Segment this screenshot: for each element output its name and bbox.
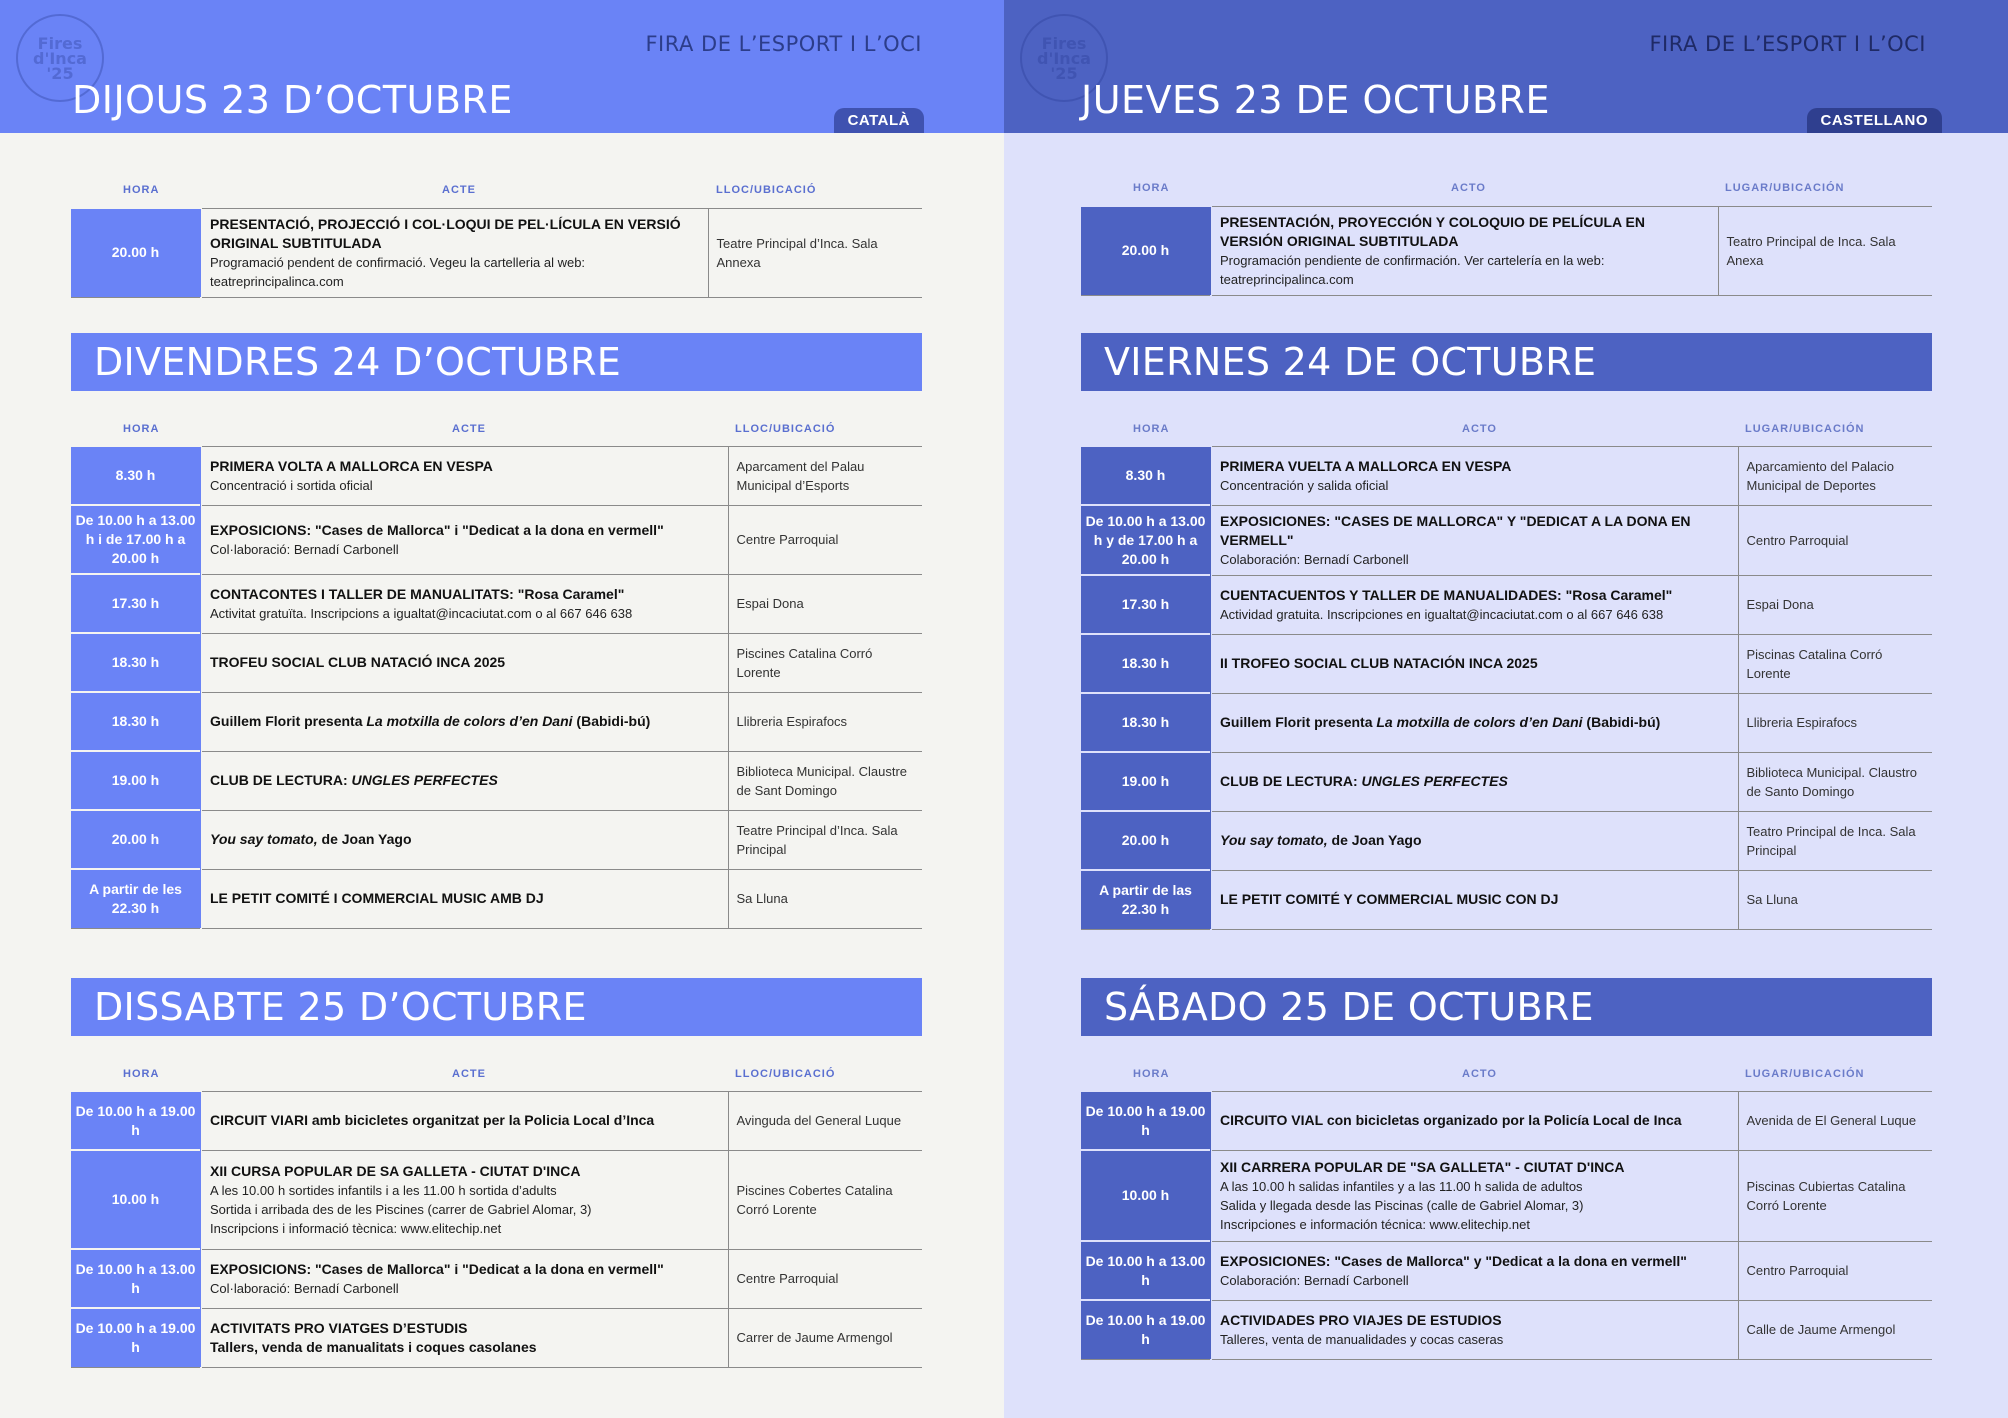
event-title: PRIMERA VUELTA A MALLORCA EN VESPA: [1220, 457, 1512, 474]
event-description: [201, 505, 728, 574]
event-time: 18.30 h: [1081, 634, 1211, 693]
table-row: [71, 869, 922, 928]
language-tab[interactable]: CATALÀ: [834, 108, 924, 133]
fair-title: FIRA DE L’ESPORT I L’OCI: [1649, 32, 1926, 56]
event-title: [210, 712, 720, 731]
event-title: LE PETIT COMITÉ I COMMERCIAL MUSIC AMB DJ: [210, 890, 544, 906]
day-heading: DISSABTE 25 D’OCTUBRE: [71, 978, 922, 1036]
event-time: De 10.00 h a 19.00 h: [1081, 1091, 1211, 1150]
event-subtitle: A las 10.00 h salidas infantiles y a las 11.00 h salida de adultos: [1220, 1178, 1583, 1194]
event-description: [201, 1308, 728, 1367]
table-row: [71, 208, 922, 297]
event-title-part: La motxilla de colors d’en Dani: [1376, 714, 1583, 730]
event-description: [201, 446, 728, 505]
table-row: [71, 1091, 922, 1150]
event-time: 17.30 h: [71, 574, 201, 633]
col-acto: ACTO: [1451, 182, 1486, 194]
event-subtitle: Talleres, venta de manualidades y cocas caseras: [1220, 1331, 1504, 1347]
event-location: Centro Parroquial: [1738, 505, 1932, 575]
event-time: 20.00 h: [71, 810, 201, 869]
event-subtitle: Concentración y salida oficial: [1220, 477, 1389, 493]
event-time: 8.30 h: [1081, 446, 1211, 505]
event-title-part: de Joan Yago: [317, 831, 412, 847]
event-description: [201, 633, 728, 692]
table-row: [71, 505, 922, 574]
col-hora: HORA: [1133, 1068, 1170, 1080]
event-title: ACTIVIDADES PRO VIAJES DE ESTUDIOS: [1220, 1311, 1502, 1328]
col-acte: ACTE: [452, 1068, 486, 1080]
event-description: [201, 751, 728, 810]
fair-title: FIRA DE L’ESPORT I L’OCI: [645, 32, 922, 56]
event-location: Piscines Cobertes Catalina Corró Lorente: [728, 1150, 922, 1249]
col-hora: HORA: [1133, 423, 1170, 435]
col-lugar: LUGAR/UBICACIÓN: [1745, 423, 1865, 435]
event-time: 18.30 h: [71, 633, 201, 692]
event-time: De 10.00 h a 19.00 h: [1081, 1300, 1211, 1359]
event-title: [210, 771, 720, 790]
event-subtitle: Programació pendent de confirmació. Vegeu la cartelleria al web: teatreprincipalinca.com: [210, 254, 586, 289]
event-description: [201, 692, 728, 751]
day-heading: DIJOUS 23 D’OCTUBRE: [72, 78, 513, 122]
event-title: II TROFEO SOCIAL CLUB NATACIÓN INCA 2025: [1220, 655, 1538, 671]
schedule-table-day1: [71, 207, 922, 298]
event-time: 10.00 h: [71, 1150, 201, 1249]
event-title: CIRCUIT VIARI amb bicicletes organitzat per la Policia Local d’Inca: [210, 1112, 655, 1128]
col-lloc: LLOC/UBICACIÓ: [716, 184, 817, 196]
table-row: [71, 810, 922, 869]
event-title: PRESENTACIÓ, PROJECCIÓ I COL·LOQUI DE PEL·LÍCULA EN VERSIÓ ORIGINAL SUBTITULADA: [210, 215, 681, 251]
col-lloc: LLOC/UBICACIÓ: [735, 1068, 836, 1080]
event-subtitle: Colaboración: Bernadí Carbonell: [1220, 551, 1409, 567]
event-title: LE PETIT COMITÉ Y COMMERCIAL MUSIC CON DJ: [1220, 891, 1559, 907]
table-row: [71, 692, 922, 751]
schedule-table-day2: [71, 445, 922, 929]
event-time: De 10.00 h a 19.00 h: [71, 1091, 201, 1150]
event-description: [201, 869, 728, 928]
event-title-part: (Babidi-bú): [1582, 714, 1661, 730]
event-title: XII CARRERA POPULAR DE "SA GALLETA" - CIUTAT D'INCA: [1220, 1158, 1625, 1175]
event-time: De 10.00 h a 13.00 h: [1081, 1241, 1211, 1300]
event-time: 20.00 h: [71, 208, 201, 297]
col-lugar: LUGAR/UBICACIÓN: [1745, 1068, 1865, 1080]
event-location: Biblioteca Municipal. Claustro de Santo Domingo: [1738, 752, 1932, 811]
event-title-part: CLUB DE LECTURA:: [1220, 773, 1362, 789]
event-description: [201, 574, 728, 633]
event-subtitle: Programación pendiente de confirmación. Ver cartelería en la web: teatreprincipalinca.com: [1220, 252, 1605, 287]
event-time: De 10.00 h a 13.00 h i de 17.00 h a 20.00 h: [71, 505, 201, 574]
event-title-part: Guillem Florit presenta: [1220, 714, 1377, 730]
event-description: [201, 1091, 728, 1150]
fires-inca-logo: Fires d'Inca '25: [16, 14, 104, 102]
event-description: [201, 1150, 728, 1249]
event-subtitle: Tallers, venda de manualitats i coques casolanes: [210, 1338, 537, 1355]
event-subtitle: Actividad gratuita. Inscripciones en igualtat@incaciutat.com o al 667 646 638: [1220, 606, 1664, 622]
event-location: Aparcamiento del Palacio Municipal de Deportes: [1738, 446, 1932, 505]
event-title-part: (Babidi-bú): [572, 713, 651, 729]
event-title: ACTIVITATS PRO VIATGES D’ESTUDIS: [210, 1319, 468, 1336]
event-subtitle: A les 10.00 h sortides infantils i a les 11.00 h sortida d’adults: [210, 1182, 557, 1198]
event-time: De 10.00 h a 13.00 h y de 17.00 h a 20.00 h: [1081, 505, 1211, 575]
day-heading: JUEVES 23 DE OCTUBRE: [1081, 78, 1550, 122]
event-description: [201, 208, 708, 297]
table-row: [71, 446, 922, 505]
event-subtitle: Activitat gratuïta. Inscripcions a igualtat@incaciutat.com o al 667 646 638: [210, 605, 633, 621]
event-location: Centre Parroquial: [728, 505, 922, 574]
event-subtitle: Sortida i arribada des de les Piscines (carrer de Gabriel Alomar, 3): [210, 1201, 592, 1217]
event-time: 19.00 h: [1081, 752, 1211, 811]
event-time: A partir de les 22.30 h: [71, 869, 201, 928]
event-title: PRESENTACIÓN, PROYECCIÓN Y COLOQUIO DE PELÍCULA EN VERSIÓN ORIGINAL SUBTITULADA: [1220, 213, 1645, 249]
event-description: [201, 1249, 728, 1308]
event-time: 20.00 h: [1081, 811, 1211, 870]
event-location: Biblioteca Municipal. Claustre de Sant Domingo: [728, 751, 922, 810]
event-title-part: La motxilla de colors d’en Dani: [366, 713, 573, 729]
event-location: Teatre Principal d’Inca. Sala Annexa: [708, 208, 922, 297]
event-time: 18.30 h: [1081, 693, 1211, 752]
event-time: 18.30 h: [71, 692, 201, 751]
event-time: 19.00 h: [71, 751, 201, 810]
col-hora: HORA: [123, 423, 160, 435]
col-lloc: LLOC/UBICACIÓ: [735, 423, 836, 435]
event-location: Centre Parroquial: [728, 1249, 922, 1308]
col-acte: ACTE: [452, 423, 486, 435]
event-location: Avenida de El General Luque: [1738, 1091, 1932, 1150]
event-subtitle: Inscripcions i informació tècnica: www.elitechip.net: [210, 1220, 502, 1236]
event-time: De 10.00 h a 19.00 h: [71, 1308, 201, 1367]
event-location: Sa Lluna: [1738, 870, 1932, 929]
event-title: XII CURSA POPULAR DE SA GALLETA - CIUTAT D'INCA: [210, 1162, 581, 1179]
table-row: [71, 633, 922, 692]
event-location: Teatro Principal de Inca. Sala Anexa: [1718, 206, 1932, 295]
event-time: 8.30 h: [71, 446, 201, 505]
event-location: Teatre Principal d’Inca. Sala Principal: [728, 810, 922, 869]
event-location: Centro Parroquial: [1738, 1241, 1932, 1300]
event-title: EXPOSICIONS: "Cases de Mallorca" i "Dedicat a la dona en vermell": [210, 521, 664, 538]
schedule-table-day3: [71, 1090, 922, 1368]
col-lugar: LUGAR/UBICACIÓN: [1725, 182, 1845, 194]
page-castellano: [1004, 0, 2008, 1418]
event-subtitle: Colaboración: Bernadí Carbonell: [1220, 1272, 1409, 1288]
event-time: De 10.00 h a 13.00 h: [71, 1249, 201, 1308]
col-hora: HORA: [123, 1068, 160, 1080]
event-title: CONTACONTES I TALLER DE MANUALITATS: "Rosa Caramel": [210, 585, 625, 602]
event-title-part: You say tomato,: [210, 831, 318, 847]
event-time: A partir de las 22.30 h: [1081, 870, 1211, 929]
event-time: 10.00 h: [1081, 1150, 1211, 1241]
table-row: [71, 1308, 922, 1367]
event-description: [201, 810, 728, 869]
event-time: 20.00 h: [1081, 206, 1211, 295]
language-tab[interactable]: CASTELLANO: [1807, 108, 1943, 133]
event-subtitle: Col·laboració: Bernadí Carbonell: [210, 541, 399, 557]
event-subtitle: Inscripciones e información técnica: www.elitechip.net: [1220, 1216, 1530, 1232]
day-heading: SÁBADO 25 DE OCTUBRE: [1081, 978, 1932, 1036]
table-row: [71, 1150, 922, 1249]
event-title: EXPOSICIONES: "CASES DE MALLORCA" Y "DEDICAT A LA DONA EN VERMELL": [1220, 512, 1691, 548]
event-title-part: You say tomato,: [1220, 832, 1328, 848]
col-acto: ACTO: [1462, 423, 1497, 435]
event-location: Teatro Principal de Inca. Sala Principal: [1738, 811, 1932, 870]
col-hora: HORA: [1133, 182, 1170, 194]
day-heading: DIVENDRES 24 D’OCTUBRE: [71, 333, 922, 391]
table-row: [71, 574, 922, 633]
event-location: Aparcament del Palau Municipal d’Esports: [728, 446, 922, 505]
event-title: EXPOSICIONES: "Cases de Mallorca" y "Dedicat a la dona en vermell": [1220, 1252, 1687, 1269]
event-location: Piscinas Catalina Corró Lorente: [1738, 634, 1932, 693]
event-subtitle: Concentració i sortida oficial: [210, 477, 373, 493]
event-location: Piscinas Cubiertas Catalina Corró Lorente: [1738, 1150, 1932, 1241]
event-subtitle: Col·laboració: Bernadí Carbonell: [210, 1280, 399, 1296]
event-location: Espai Dona: [728, 574, 922, 633]
event-title-part: de Joan Yago: [1327, 832, 1422, 848]
event-title-part: Guillem Florit presenta: [210, 713, 367, 729]
event-location: Sa Lluna: [728, 869, 922, 928]
col-hora: HORA: [123, 184, 160, 196]
event-location: Piscines Catalina Corró Lorente: [728, 633, 922, 692]
event-location: Calle de Jaume Armengol: [1738, 1300, 1932, 1359]
col-acto: ACTO: [1462, 1068, 1497, 1080]
event-title-part: UNGLES PERFECTES: [351, 772, 498, 788]
event-title-part: UNGLES PERFECTES: [1361, 773, 1508, 789]
event-time: 17.30 h: [1081, 575, 1211, 634]
fires-inca-logo: Fires d'Inca '25: [1020, 14, 1108, 102]
event-location: Llibreria Espirafocs: [1738, 693, 1932, 752]
table-row: [71, 1249, 922, 1308]
col-acte: ACTE: [442, 184, 476, 196]
event-location: Carrer de Jaume Armengol: [728, 1308, 922, 1367]
day-heading: VIERNES 24 DE OCTUBRE: [1081, 333, 1932, 391]
event-location: Espai Dona: [1738, 575, 1932, 634]
event-subtitle: Salida y llegada desde las Piscinas (calle de Gabriel Alomar, 3): [1220, 1197, 1584, 1213]
event-title: TROFEU SOCIAL CLUB NATACIÓ INCA 2025: [210, 654, 506, 670]
event-title: EXPOSICIONS: "Cases de Mallorca" i "Dedicat a la dona en vermell": [210, 1260, 664, 1277]
event-location: Avinguda del General Luque: [728, 1091, 922, 1150]
event-title-part: CLUB DE LECTURA:: [210, 772, 352, 788]
event-title: CUENTACUENTOS Y TALLER DE MANUALIDADES: "Rosa Caramel": [1220, 586, 1673, 603]
event-location: Llibreria Espirafocs: [728, 692, 922, 751]
table-row: [71, 751, 922, 810]
event-title: [210, 830, 720, 849]
event-title: PRIMERA VOLTA A MALLORCA EN VESPA: [210, 457, 493, 474]
event-title: CIRCUITO VIAL con bicicletas organizado por la Policía Local de Inca: [1220, 1112, 1682, 1128]
